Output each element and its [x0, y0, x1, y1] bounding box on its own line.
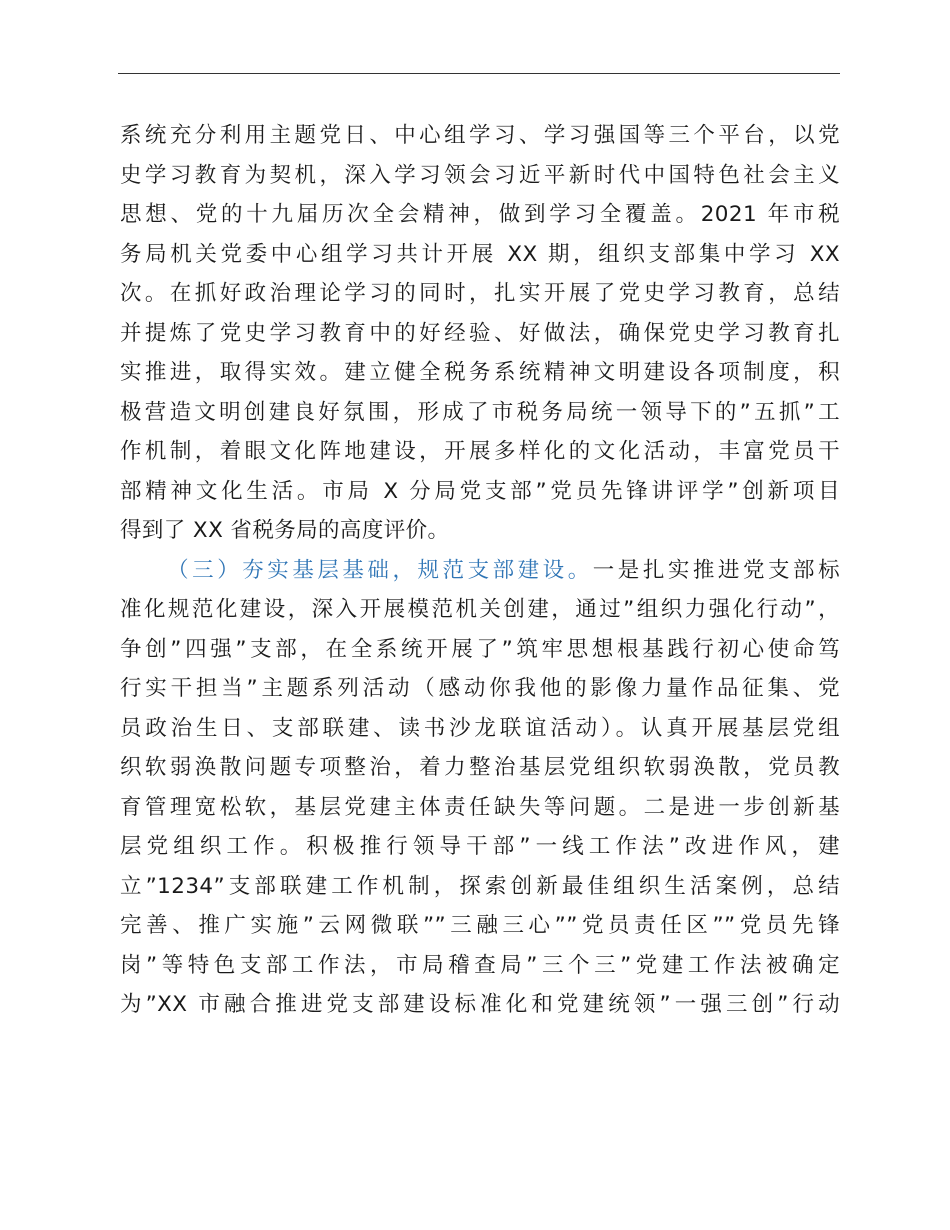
section-first-line: [120, 551, 840, 591]
paragraph-line: 层党组织工作。积极推行领导干部”一线工作法”改进作风，建: [120, 834, 840, 859]
paragraph-line: 完善、推广实施”云网微联””三融三心””党员责任区””党员先锋: [120, 913, 840, 938]
paragraph-line: 争创”四强”支部，在全系统开展了”筑牢思想根基践行初心使命笃: [120, 636, 840, 662]
paragraph-line: 部精神文化生活。市局 X 分局党支部”党员先锋讲评学”创新项目: [120, 478, 840, 504]
paragraph-line: 育管理宽松软，基层党建主体责任缺失等问题。二是进一步创新基: [120, 794, 840, 820]
paragraph-line: 为”XX 市融合推进党支部建设标准化和党建统领”一强三创”行动: [120, 992, 840, 1017]
header-rule: [118, 73, 840, 74]
paragraph-line: 员政治生日、支部联建、读书沙龙联谊活动）。认真开展基层党组: [120, 715, 840, 741]
section-heading: （三）夯实基层基础，规范支部建设。: [164, 557, 593, 583]
paragraph-line: 并提炼了党史学习教育中的好经验、好做法，确保党史学习教育扎: [120, 320, 840, 346]
paragraph-line: 得到了 XX 省税务局的高度评价。: [120, 518, 450, 543]
paragraph-line: 史学习教育为契机，深入学习领会习近平新时代中国特色社会主义: [120, 162, 840, 188]
paragraph-line: 行实干担当”主题系列活动（感动你我他的影像力量作品征集、党: [120, 676, 840, 701]
paragraph-line: 立”1234”支部联建工作机制，探索创新最佳组织生活案例，总结: [120, 873, 840, 899]
document-body: [120, 116, 840, 1025]
paragraph-line: 织软弱涣散问题专项整治，着力整治基层党组织软弱涣散，党员教: [120, 755, 840, 780]
paragraph-line: 系统充分利用主题党日、中心组学习、学习强国等三个平台，以党: [120, 123, 840, 148]
paragraph-line: 岗”等特色支部工作法，市局稽查局”三个三”党建工作法被确定: [120, 952, 840, 978]
paragraph-line: 极营造文明创建良好氛围，形成了市税务局统一领导下的”五抓”工: [120, 399, 840, 425]
paragraph-line: 作机制，着眼文化阵地建设，开展多样化的文化活动，丰富党员干: [120, 439, 840, 464]
paragraph-line: 务局机关党委中心组学习共计开展 XX 期，组织支部集中学习 XX: [120, 241, 840, 267]
section-first-line-rest: 一是扎实推进党支部标: [592, 557, 840, 583]
paragraph-line: 思想、党的十九届历次全会精神，做到学习全覆盖。2021 年市税: [120, 202, 840, 227]
paragraph-line: 实推进，取得实效。建立健全税务系统精神文明建设各项制度，积: [120, 360, 840, 385]
paragraph-line: 准化规范化建设，深入开展模范机关创建，通过”组织力强化行动”，: [120, 597, 840, 622]
paragraph-line: 次。在抓好政治理论学习的同时，扎实开展了党史学习教育，总结: [120, 281, 840, 306]
